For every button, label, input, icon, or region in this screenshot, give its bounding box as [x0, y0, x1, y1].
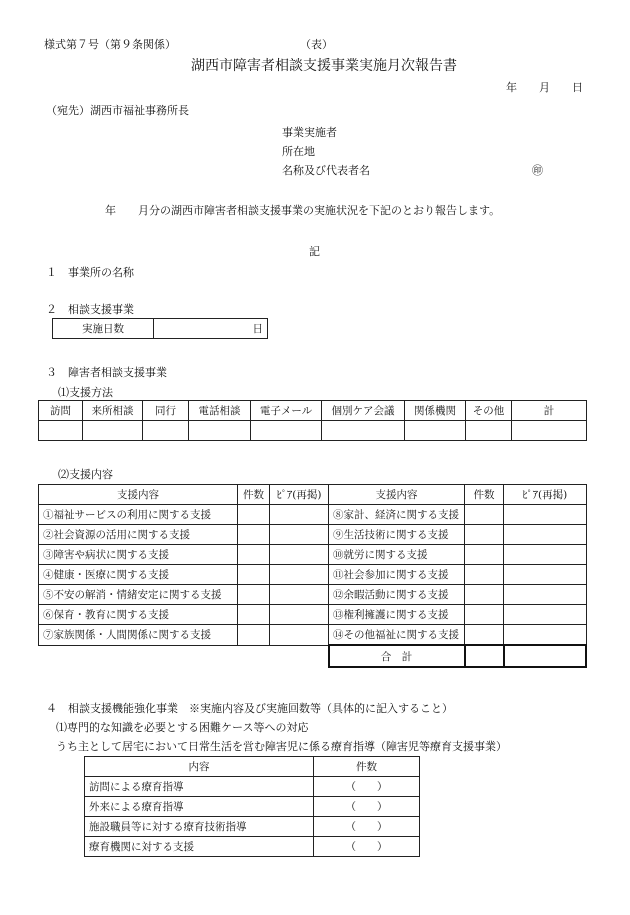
count-cell[interactable] [465, 505, 504, 525]
peer-cell[interactable] [270, 505, 329, 525]
content-item-left: ④健康・医療に関する支援 [39, 565, 238, 585]
peer-cell[interactable] [504, 505, 587, 525]
method-header-visit: 訪問 [39, 401, 83, 421]
method-cell[interactable] [143, 421, 189, 441]
method-header-phone: 電話相談 [189, 401, 251, 421]
days-table [52, 318, 268, 339]
method-title: ⑴支援方法 [58, 386, 113, 399]
ki-label: 記 [309, 245, 320, 258]
method-table [38, 400, 587, 441]
count-cell[interactable] [465, 605, 504, 625]
count-cell[interactable] [238, 525, 270, 545]
table-row [39, 605, 587, 625]
method-cell[interactable] [83, 421, 143, 441]
content-item-right: ⑧家計、経済に関する支援 [329, 505, 465, 525]
spacer-cell [270, 645, 329, 667]
peer-cell[interactable] [504, 525, 587, 545]
method-cell[interactable] [466, 421, 512, 441]
content-header-right: 支援内容 [329, 485, 465, 505]
count-cell[interactable] [465, 625, 504, 646]
intro-text: 年 月分の湖西市障害者相談支援事業の実施状況を下記のとおり報告します。 [105, 204, 501, 217]
content-item-right: ⑨生活技術に関する支援 [329, 525, 465, 545]
therapy-header-count: 件数 [314, 757, 420, 777]
peer-cell[interactable] [270, 625, 329, 646]
section1-title: １ 事業所の名称 [46, 266, 134, 279]
count-cell[interactable] [465, 565, 504, 585]
count-header-right: 件数 [465, 485, 504, 505]
content-item-right: ⑫余暇活動に関する支援 [329, 585, 465, 605]
method-header-accompany: 同行 [143, 401, 189, 421]
therapy-table [84, 756, 420, 857]
total-row [39, 645, 587, 667]
form-number: 様式第７号（第９条関係） [44, 38, 176, 51]
page-title: 湖西市障害者相談支援事業実施月次報告書 [191, 58, 457, 74]
therapy-item: 外来による療育指導 [85, 797, 314, 817]
name-rep-label: 名称及び代表者名 [282, 164, 370, 177]
method-header-care-meeting: 個別ケア会議 [322, 401, 405, 421]
method-header-row [39, 401, 587, 421]
peer-cell[interactable] [270, 545, 329, 565]
days-unit: 日 [252, 323, 263, 335]
count-header-left: 件数 [238, 485, 270, 505]
peer-cell[interactable] [504, 545, 587, 565]
table-row [85, 817, 420, 837]
section3-title: ３ 障害者相談支援事業 [46, 366, 167, 379]
address-label: 所在地 [282, 145, 315, 158]
therapy-header-row [85, 757, 420, 777]
therapy-header-content: 内容 [85, 757, 314, 777]
method-cell[interactable] [251, 421, 322, 441]
content-item-left: ⑥保育・教育に関する支援 [39, 605, 238, 625]
content-title: ⑵支援内容 [58, 468, 113, 481]
content-header-left: 支援内容 [39, 485, 238, 505]
content-item-right: ⑭その他福祉に関する支援 [329, 625, 465, 646]
table-row [39, 545, 587, 565]
count-cell[interactable] [238, 585, 270, 605]
peer-header-right: ﾋﾟｱ(再掲) [504, 485, 587, 505]
count-cell[interactable] [465, 545, 504, 565]
content-header-row [39, 485, 587, 505]
method-header-agencies: 関係機関 [405, 401, 466, 421]
section4-sub1-note: うち主として居宅において日常生活を営む障害児に係る療育指導（障害児等療育支援事業） [56, 740, 507, 753]
days-value[interactable] [154, 319, 268, 339]
count-cell[interactable] [238, 565, 270, 585]
method-header-other: その他 [466, 401, 512, 421]
method-header-total: 計 [512, 401, 587, 421]
date-line: 年 月 日 [506, 81, 583, 94]
total-count[interactable] [465, 645, 504, 667]
content-table [38, 484, 587, 668]
peer-header-left: ﾋﾟｱ(再掲) [270, 485, 329, 505]
addressee: （宛先）湖西市福祉事務所長 [46, 104, 189, 117]
method-cell[interactable] [405, 421, 466, 441]
count-cell[interactable] [465, 585, 504, 605]
therapy-item: 療育機関に対する支援 [85, 837, 314, 857]
count-cell[interactable] [238, 505, 270, 525]
spacer-cell [39, 645, 238, 667]
count-cell[interactable] [238, 545, 270, 565]
therapy-item: 施設職員等に対する療育技術指導 [85, 817, 314, 837]
table-row [39, 625, 587, 646]
method-header-email: 電子メール [251, 401, 322, 421]
therapy-count[interactable]: （ ） [314, 777, 420, 797]
peer-cell[interactable] [504, 565, 587, 585]
content-item-left: ⑤不安の解消・情緒安定に関する支援 [39, 585, 238, 605]
method-cell[interactable] [322, 421, 405, 441]
content-item-left: ⑦家族関係・人間関係に関する支援 [39, 625, 238, 646]
method-cell[interactable] [512, 421, 587, 441]
therapy-count[interactable]: （ ） [314, 837, 420, 857]
table-row [39, 505, 587, 525]
count-cell[interactable] [465, 525, 504, 545]
peer-cell[interactable] [270, 565, 329, 585]
count-cell[interactable] [238, 605, 270, 625]
table-row [39, 525, 587, 545]
section4-title: ４ 相談支援機能強化事業 ※実施内容及び実施回数等（具体的に記入すること） [46, 702, 453, 715]
therapy-count[interactable]: （ ） [314, 797, 420, 817]
peer-cell[interactable] [270, 585, 329, 605]
method-value-row [39, 421, 587, 441]
method-header-office: 来所相談 [83, 401, 143, 421]
peer-cell[interactable] [270, 525, 329, 545]
content-item-left: ②社会資源の活用に関する支援 [39, 525, 238, 545]
content-item-left: ③障害や病状に関する支援 [39, 545, 238, 565]
peer-cell[interactable] [270, 605, 329, 625]
table-row [39, 565, 587, 585]
method-cell[interactable] [39, 421, 83, 441]
table-row [85, 797, 420, 817]
content-item-left: ①福祉サービスの利用に関する支援 [39, 505, 238, 525]
table-row [85, 837, 420, 857]
content-item-right: ⑬権利擁護に関する支援 [329, 605, 465, 625]
table-row [39, 585, 587, 605]
total-label: 合 計 [329, 645, 465, 667]
method-cell[interactable] [189, 421, 251, 441]
section4-sub1: ⑴専門的な知識を必要とする困難ケース等への対応 [56, 721, 309, 734]
peer-cell[interactable] [504, 605, 587, 625]
therapy-item: 訪問による療育指導 [85, 777, 314, 797]
side-label: （表） [300, 38, 333, 51]
therapy-count[interactable]: （ ） [314, 817, 420, 837]
total-peer[interactable] [504, 645, 587, 667]
content-item-right: ⑪社会参加に関する支援 [329, 565, 465, 585]
section2-title: ２ 相談支援事業 [46, 303, 134, 316]
seal-mark: ㊞ [532, 164, 543, 177]
count-cell[interactable] [238, 625, 270, 646]
table-row [85, 777, 420, 797]
peer-cell[interactable] [504, 585, 587, 605]
peer-cell[interactable] [504, 625, 587, 646]
operator-label: 事業実施者 [282, 126, 337, 139]
days-label: 実施日数 [53, 319, 154, 339]
content-item-right: ⑩就労に関する支援 [329, 545, 465, 565]
spacer-cell [238, 645, 270, 667]
